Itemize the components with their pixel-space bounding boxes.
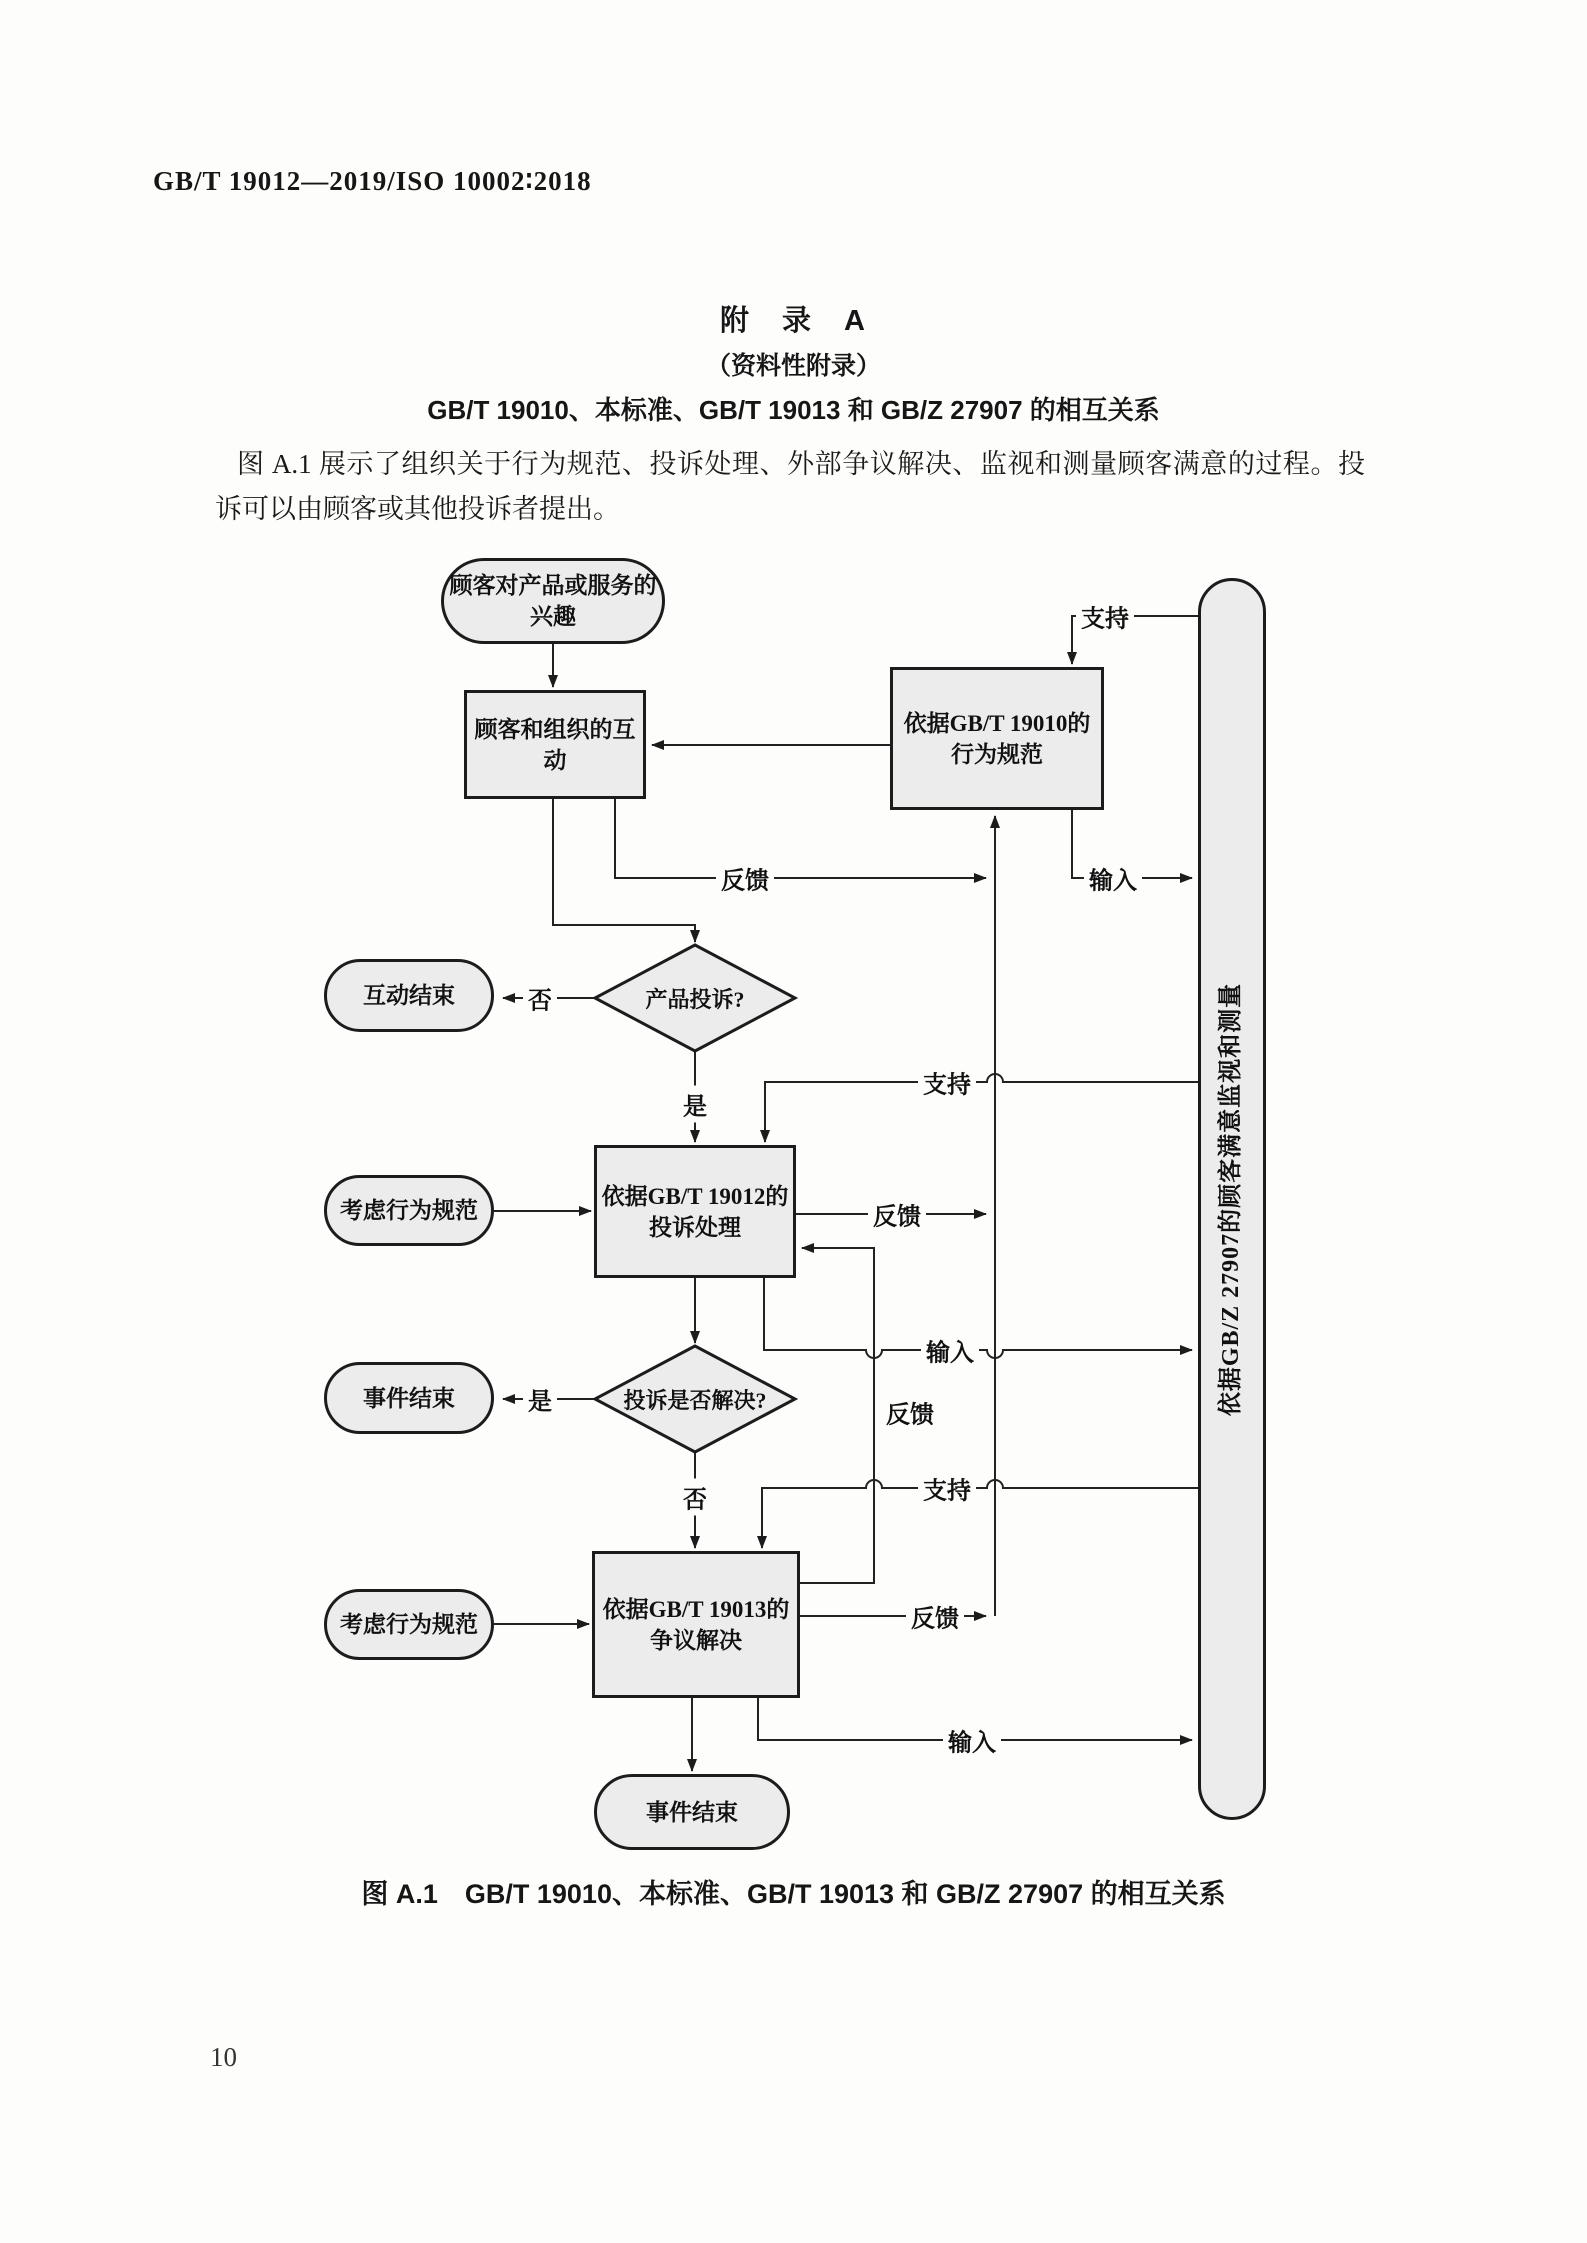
node-complaint-handling-gbt19012: 依据GB/T 19012的 投诉处理 — [594, 1145, 796, 1278]
edge-label-feedback-4: 反馈 — [906, 1598, 964, 1635]
node-consider-conduct-2: 考虑行为规范 — [324, 1589, 494, 1660]
edge-label-support-1: 支持 — [1076, 598, 1134, 635]
edge-label-feedback-3: 反馈 — [881, 1394, 939, 1431]
node-monitoring-gbz27907: 依据GB/Z 27907的顾客满意监视和测量 — [1198, 578, 1266, 1820]
page-number: 10 — [210, 2042, 237, 2072]
appendix-title: 附 录 A — [720, 305, 867, 337]
node-complaint-question: 产品投诉? — [645, 986, 745, 1012]
figure-caption: 图 A.1 GB/T 19010、本标准、GB/T 19013 和 GB/Z 27907 的相互关系 — [361, 1879, 1226, 1909]
edge-label-input-3: 输入 — [943, 1722, 1001, 1759]
node-end-interaction: 互动结束 — [324, 959, 494, 1032]
edge-support-2 — [765, 1074, 1198, 1142]
node-code-of-conduct-gbt19010: 依据GB/T 19010的 行为规范 — [890, 667, 1104, 810]
edge-feedback-3 — [800, 1248, 874, 1583]
edge-label-support-2: 支持 — [918, 1064, 976, 1101]
edge-label-input-1: 输入 — [1084, 860, 1142, 897]
node-consider-conduct-1: 考虑行为规范 — [324, 1175, 494, 1246]
edge-label-no-1: 否 — [523, 980, 557, 1017]
node-resolved-question: 投诉是否解决? — [623, 1387, 767, 1413]
edge-interaction-to-complaintq — [553, 799, 695, 942]
edge-label-feedback-2: 反馈 — [868, 1196, 926, 1233]
appendix-subtitle: （资料性附录） — [705, 352, 881, 380]
edge-label-yes-1: 是 — [678, 1086, 712, 1123]
edge-feedback-1 — [615, 799, 986, 878]
appendix-heading: GB/T 19010、本标准、GB/T 19013 和 GB/Z 27907 的相互关系 — [427, 395, 1160, 425]
node-end-case-1: 事件结束 — [324, 1362, 494, 1434]
node-dispute-resolution-gbt19013: 依据GB/T 19013的 争议解决 — [592, 1551, 800, 1698]
edge-support-3 — [762, 1480, 1198, 1548]
edge-label-feedback-1: 反馈 — [716, 860, 774, 897]
edge-label-yes-2: 是 — [523, 1381, 557, 1418]
edge-label-input-2: 输入 — [921, 1332, 979, 1369]
node-customer-interest: 顾客对产品或服务的 兴趣 — [441, 558, 665, 644]
page-header: GB/T 19012—2019/ISO 10002∶2018 — [153, 166, 592, 196]
node-interaction: 顾客和组织的互动 — [464, 690, 646, 799]
node-end-case-2: 事件结束 — [594, 1774, 790, 1850]
intro-paragraph: 图 A.1 展示了组织关于行为规范、投诉处理、外部争议解决、监视和测量顾客满意的过程。投诉可以由顾客或其他投诉者提出。 — [215, 449, 1365, 524]
edge-label-no-2: 否 — [678, 1479, 712, 1516]
edge-label-support-3: 支持 — [918, 1470, 976, 1507]
